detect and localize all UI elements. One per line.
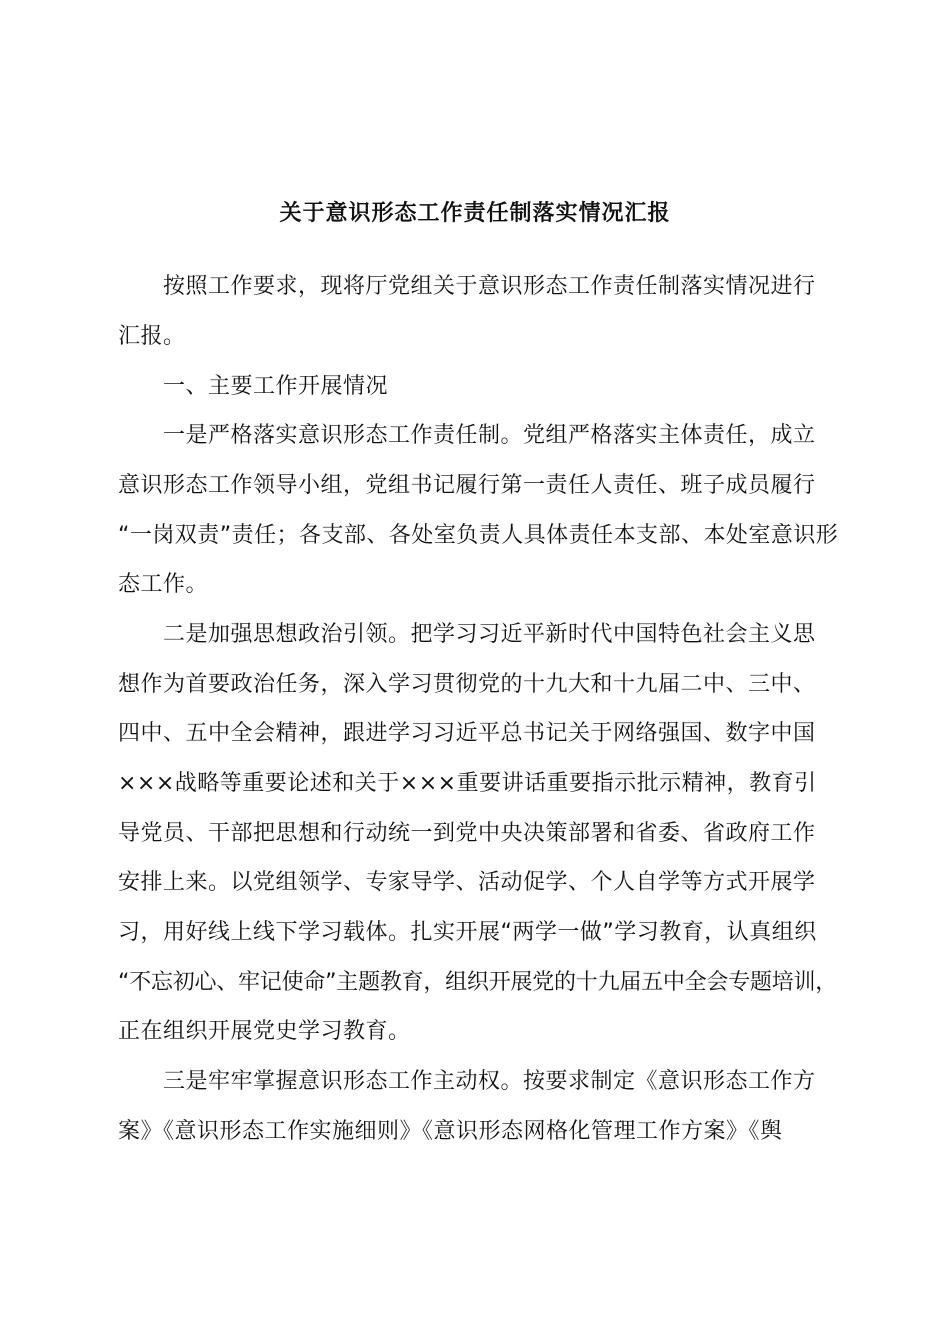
paragraph-line: 按照工作要求，现将厅党组关于意识形态工作责任制落实情况进行 bbox=[163, 274, 816, 299]
paragraph-line: 安排上来。以党组领学、专家导学、活动促学、个人自学等方式开展学 bbox=[118, 870, 816, 895]
paragraph-line: “不忘初心、牢记使命”主题教育，组织开展党的十九届五中全会专题培训， bbox=[118, 970, 838, 995]
paragraph-line: 案》《意识形态工作实施细则》《意识形态网格化管理工作方案》《舆 bbox=[118, 1119, 783, 1144]
paragraph-line: ×××战略等重要论述和关于×××重要讲话重要指示批示精神，教育引 bbox=[118, 771, 817, 796]
paragraph-line: 想作为首要政治任务，深入学习贯彻党的十九大和十九届二中、三中、 bbox=[118, 672, 816, 697]
paragraph-line: 意识形态工作领导小组，党组书记履行第一责任人责任、班子成员履行 bbox=[118, 473, 816, 498]
paragraph-line: 三是牢牢掌握意识形态工作主动权。按要求制定《意识形态工作方 bbox=[163, 1069, 816, 1094]
paragraph-line: 态工作。 bbox=[118, 572, 209, 597]
section-heading: 一、主要工作开展情况 bbox=[163, 374, 389, 399]
paragraph-line: 导党员、干部把思想和行动统一到党中央决策部署和省委、省政府工作 bbox=[118, 821, 816, 846]
paragraph-line: 四中、五中全会精神，跟进学习习近平总书记关于网络强国、数字中国 bbox=[118, 721, 816, 746]
paragraph-line: 二是加强思想政治引领。把学习习近平新时代中国特色社会主义思 bbox=[163, 622, 816, 647]
document-title: 关于意识形态工作责任制落实情况汇报 bbox=[279, 201, 671, 226]
paragraph-line: 正在组织开展党史学习教育。 bbox=[118, 1019, 411, 1044]
paragraph-line: 一是严格落实意识形态工作责任制。党组严格落实主体责任，成立 bbox=[163, 423, 816, 448]
paragraph-line: “一岗双责”责任；各支部、各处室负责人具体责任本支部、本处室意识形 bbox=[118, 523, 839, 548]
paragraph-line: 汇报。 bbox=[118, 324, 186, 349]
paragraph-line: 习，用好线上线下学习载体。扎实开展“两学一做”学习教育，认真组织 bbox=[118, 920, 817, 945]
